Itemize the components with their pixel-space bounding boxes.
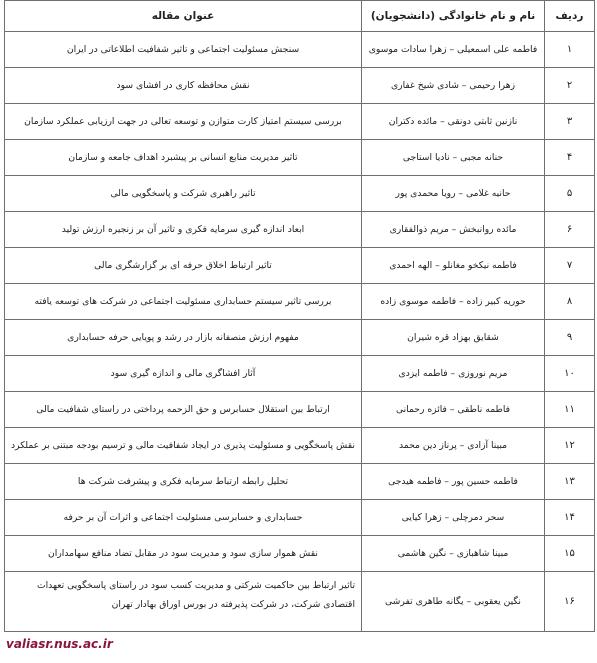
article-title: ارتباط بین استقلال حسابرس و حق الزحمه پرداختی در راستای شفافیت مالی: [5, 392, 362, 428]
row-number: ۱: [545, 32, 595, 68]
article-title: سنجش مسئولیت اجتماعی و تاثیر شفافیت اطلاعاتی در ایران: [5, 32, 362, 68]
row-number: ۱۴: [545, 500, 595, 536]
student-names: حانیه غلامی – رویا محمدی پور: [362, 176, 545, 212]
article-title: نقش هموار سازی سود و مدیریت سود در مقابل تضاد منافع سهامداران: [5, 536, 362, 572]
site-watermark: valiasr.nus.ac.ir: [2, 633, 162, 655]
row-number: ۱۵: [545, 536, 595, 572]
table-header-row: [5, 1, 595, 32]
table-row: [5, 428, 595, 464]
article-title: نقش محافظه کاری در افشای سود: [5, 68, 362, 104]
article-title: حسابداری و حسابرسی مسئولیت اجتماعی و اثرات آن بر حرفه: [5, 500, 362, 536]
row-number: ۱۶: [545, 572, 595, 632]
student-names: زهرا رحیمی – شادی شیخ غفاری: [362, 68, 545, 104]
table-row: [5, 536, 595, 572]
student-names: مبینا شاهبازی – نگین هاشمی: [362, 536, 545, 572]
table-row: [5, 212, 595, 248]
header-article-title: عنوان مقاله: [5, 1, 362, 32]
table-body: [5, 32, 595, 632]
article-title: نقش پاسخگویی و مسئولیت پذیری در ایجاد شفافیت مالی و ترسیم بودجه مبتنی بر عملکرد: [5, 428, 362, 464]
student-names: نازنین ثابتی دونقی – مائده دکتران: [362, 104, 545, 140]
student-names: حنانه مجبی – نادیا استاجی: [362, 140, 545, 176]
article-title: تاثیر راهبری شرکت و پاسخگویی مالی: [5, 176, 362, 212]
row-number: ۲: [545, 68, 595, 104]
row-number: ۱۳: [545, 464, 595, 500]
table-row: [5, 392, 595, 428]
table-row: [5, 284, 595, 320]
student-names: مریم نوروزی – فاطمه ایزدی: [362, 356, 545, 392]
table-row: [5, 140, 595, 176]
article-title: آثار افشاگری مالی و اندازه گیری سود: [5, 356, 362, 392]
article-title: مفهوم ارزش منصفانه بازار در رشد و پویایی حرفه حسابداری: [5, 320, 362, 356]
table-row: [5, 104, 595, 140]
student-names: فاطمه حسین پور – فاطمه هیدجی: [362, 464, 545, 500]
student-names: حوریه کبیر زاده – فاطمه موسوی زاده: [362, 284, 545, 320]
table-row: [5, 356, 595, 392]
student-names: شقایق بهزاد قره شیران: [362, 320, 545, 356]
row-number: ۸: [545, 284, 595, 320]
student-names: مائده روانبخش – مریم ذوالفقاری: [362, 212, 545, 248]
row-number: ۷: [545, 248, 595, 284]
article-title: ابعاد اندازه گیری سرمایه فکری و تاثیر آن بر زنجیره ارزش تولید: [5, 212, 362, 248]
table-row: [5, 68, 595, 104]
row-number: ۱۰: [545, 356, 595, 392]
row-number: ۵: [545, 176, 595, 212]
table-row: [5, 572, 595, 632]
table-row: [5, 464, 595, 500]
row-number: ۹: [545, 320, 595, 356]
row-number: ۱۲: [545, 428, 595, 464]
article-title: تاثیر ارتباط اخلاق حرفه ای بر گزارشگری مالی: [5, 248, 362, 284]
header-row-number: ردیف: [545, 1, 595, 32]
article-title: بررسی تاثیر سیستم حسابداری مسئولیت اجتماعی در شرکت های توسعه یافته: [5, 284, 362, 320]
student-names: فاطمه علی اسمعیلی – زهرا سادات موسوی: [362, 32, 545, 68]
table-row: [5, 500, 595, 536]
table-row: [5, 320, 595, 356]
header-authors: نام و نام خانوادگی (دانشجویان): [362, 1, 545, 32]
student-names: فاطمه نیکخو مغانلو – الهه احمدی: [362, 248, 545, 284]
table-row: [5, 32, 595, 68]
row-number: ۴: [545, 140, 595, 176]
row-number: ۱۱: [545, 392, 595, 428]
row-number: ۳: [545, 104, 595, 140]
table-row: [5, 248, 595, 284]
article-title: تحلیل رابطه ارتباط سرمایه فکری و پیشرفت شرکت ها: [5, 464, 362, 500]
student-names: سحر دمرچلی – زهرا کیایی: [362, 500, 545, 536]
student-names: فاطمه ناطقی – فائزه رحمانی: [362, 392, 545, 428]
article-title: تاثیر مدیریت منابع انسانی بر پیشبرد اهداف جامعه و سازمان: [5, 140, 362, 176]
article-title: بررسی سیستم امتیاز کارت متوازن و توسعه تعالی در جهت ارزیابی عملکرد سازمان: [5, 104, 362, 140]
row-number: ۶: [545, 212, 595, 248]
article-title: تاثیر ارتباط بین حاکمیت شرکتی و مدیریت کسب سود در راستای پاسخگویی تعهدات اقتصادی شرکت، در شرکت پذیرفته در بورس اوراق بهادار تهران: [5, 572, 362, 632]
articles-table: [4, 0, 595, 632]
student-names: نگین یعقوبی – یگانه طاهری تفرشی: [362, 572, 545, 632]
table-row: [5, 176, 595, 212]
student-names: مبینا آزادی – پرناز دین محمد: [362, 428, 545, 464]
